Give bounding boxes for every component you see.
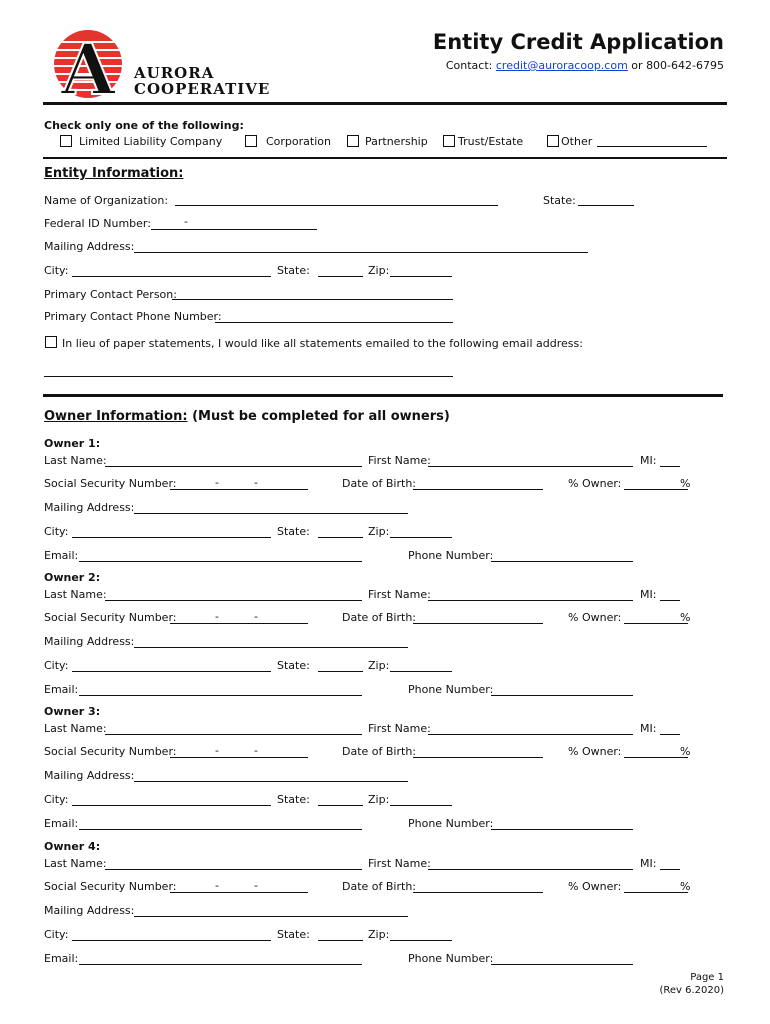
owner-2-first-name-field[interactable] bbox=[428, 600, 633, 601]
zip-label: Zip: bbox=[368, 264, 390, 277]
owner-4-last-name-label: Last Name: bbox=[44, 857, 107, 870]
owner-4-email-label: Email: bbox=[44, 952, 79, 965]
owner-4-zip-field[interactable] bbox=[390, 940, 452, 941]
option-trust-estate: Trust/Estate bbox=[458, 135, 524, 148]
owner-4-pct-owner-field[interactable] bbox=[624, 892, 688, 893]
option-llc: Limited Liability Company bbox=[79, 135, 223, 148]
owner-2-dob-label: Date of Birth: bbox=[342, 611, 417, 624]
option-corporation: Corporation bbox=[266, 135, 331, 148]
owner-1-first-name-field[interactable] bbox=[428, 466, 633, 467]
owner-3-state-field[interactable] bbox=[318, 805, 363, 806]
owner-4-state-label: State: bbox=[277, 928, 310, 941]
owner-2-first-name-label: First Name: bbox=[368, 588, 431, 601]
fedid-dash: - bbox=[184, 215, 188, 228]
entity-info-heading: Entity Information: bbox=[44, 166, 184, 181]
statement-email-field[interactable] bbox=[44, 376, 453, 377]
contact-person-field[interactable] bbox=[172, 299, 453, 300]
checkbox-other[interactable] bbox=[547, 135, 559, 147]
contact-phone-field[interactable] bbox=[215, 322, 453, 323]
owner-4-pct-sign: % bbox=[680, 880, 691, 893]
revision: (Rev 6.2020) bbox=[659, 985, 724, 996]
owner-2-phone-label: Phone Number: bbox=[408, 683, 494, 696]
option-partnership: Partnership bbox=[365, 135, 428, 148]
owner-3-state-label: State: bbox=[277, 793, 310, 806]
logo-text-line1: AURORA bbox=[134, 64, 215, 82]
owner-3-mailing-field[interactable] bbox=[134, 781, 408, 782]
owner-2-pct-sign: % bbox=[680, 611, 691, 624]
owner-4-dob-field[interactable] bbox=[413, 892, 543, 893]
owner-3-email-label: Email: bbox=[44, 817, 79, 830]
owner-3-dob-field[interactable] bbox=[413, 757, 543, 758]
owner-2-state-label: State: bbox=[277, 659, 310, 672]
owner-4-first-name-label: First Name: bbox=[368, 857, 431, 870]
owner-3-ssn-dash-1: - bbox=[215, 744, 219, 757]
owner-3-title: Owner 3: bbox=[44, 705, 101, 718]
owner-2-city-field[interactable] bbox=[72, 671, 271, 672]
owner-1-dob-label: Date of Birth: bbox=[342, 477, 417, 490]
owner-1-zip-label: Zip: bbox=[368, 525, 390, 538]
owner-3-first-name-label: First Name: bbox=[368, 722, 431, 735]
owner-1-ssn-dash-1: - bbox=[215, 476, 219, 489]
org-name-label: Name of Organization: bbox=[44, 194, 169, 207]
state2-label: State: bbox=[277, 264, 310, 277]
owner-4-phone-label: Phone Number: bbox=[408, 952, 494, 965]
owner-3-ssn-label: Social Security Number: bbox=[44, 745, 177, 758]
checkbox-trust-estate[interactable] bbox=[443, 135, 455, 147]
owner-3-first-name-field[interactable] bbox=[428, 734, 633, 735]
contact-phone: 800-642-6795 bbox=[646, 59, 724, 72]
owner-2-dob-field[interactable] bbox=[413, 623, 543, 624]
email-optin-label: In lieu of paper statements, I would like all statements emailed to the following email address: bbox=[62, 337, 583, 350]
owner-2-ssn-label: Social Security Number: bbox=[44, 611, 177, 624]
owner-2-title: Owner 2: bbox=[44, 571, 101, 584]
owner-3-mailing-label: Mailing Address: bbox=[44, 769, 135, 782]
owner-4-first-name-field[interactable] bbox=[428, 869, 633, 870]
owner-1-pct-owner-label: % Owner: bbox=[568, 477, 622, 490]
owner-2-mi-field[interactable] bbox=[660, 600, 680, 601]
aurora-logo bbox=[50, 28, 280, 100]
owner-4-title: Owner 4: bbox=[44, 840, 101, 853]
logo-text-line2: COOPERATIVE bbox=[134, 80, 271, 98]
owner-3-city-field[interactable] bbox=[72, 805, 271, 806]
owner-4-phone-field[interactable] bbox=[491, 964, 633, 965]
owner-2-email-field[interactable] bbox=[79, 695, 362, 696]
option-other: Other bbox=[561, 135, 593, 148]
owner-1-ssn-label: Social Security Number: bbox=[44, 477, 177, 490]
header-divider bbox=[43, 102, 727, 105]
mailing-label: Mailing Address: bbox=[44, 240, 135, 253]
contact-prefix: Contact: bbox=[445, 59, 493, 72]
owner-1-first-name-label: First Name: bbox=[368, 454, 431, 467]
owner-1-mi-field[interactable] bbox=[660, 466, 680, 467]
mailing-field[interactable] bbox=[134, 252, 588, 253]
owner-3-ssn-field[interactable] bbox=[170, 757, 308, 758]
zip-field[interactable] bbox=[390, 276, 452, 277]
owner-1-phone-label: Phone Number: bbox=[408, 549, 494, 562]
owner-2-email-label: Email: bbox=[44, 683, 79, 696]
owner-2-ssn-dash-1: - bbox=[215, 610, 219, 623]
owner-3-last-name-label: Last Name: bbox=[44, 722, 107, 735]
other-field[interactable] bbox=[597, 146, 707, 147]
owner-1-last-name-field[interactable] bbox=[105, 466, 362, 467]
owner-3-last-name-field[interactable] bbox=[105, 734, 362, 735]
owner-3-mi-label: MI: bbox=[640, 722, 657, 735]
owner-2-pct-owner-label: % Owner: bbox=[568, 611, 622, 624]
owner-1-state-label: State: bbox=[277, 525, 310, 538]
org-state-field[interactable] bbox=[578, 205, 634, 206]
owner-1-city-field[interactable] bbox=[72, 537, 271, 538]
owner-4-email-field[interactable] bbox=[79, 964, 362, 965]
owner-4-mi-field[interactable] bbox=[660, 869, 680, 870]
owner-1-zip-field[interactable] bbox=[390, 537, 452, 538]
owner-3-dob-label: Date of Birth: bbox=[342, 745, 417, 758]
contact-phone-label: Primary Contact Phone Number: bbox=[44, 310, 222, 323]
svg-text:A: A bbox=[60, 28, 116, 100]
owner-4-city-field[interactable] bbox=[72, 940, 271, 941]
contact-email-link[interactable]: credit@auroracoop.com bbox=[495, 59, 628, 72]
owner-2-zip-field[interactable] bbox=[390, 671, 452, 672]
owner-3-email-field[interactable] bbox=[79, 829, 362, 830]
owner-info-subtitle: (Must be completed for all owners) bbox=[192, 409, 450, 424]
owner-1-pct-sign: % bbox=[680, 477, 691, 490]
owner-3-zip-label: Zip: bbox=[368, 793, 390, 806]
owner-1-mi-label: MI: bbox=[640, 454, 657, 467]
checkbox-partnership[interactable] bbox=[347, 135, 359, 147]
owner-4-mailing-label: Mailing Address: bbox=[44, 904, 135, 917]
org-name-field[interactable] bbox=[175, 205, 498, 206]
owner-2-ssn-dash-2: - bbox=[254, 610, 258, 623]
owner-2-mi-label: MI: bbox=[640, 588, 657, 601]
owner-3-phone-field[interactable] bbox=[491, 829, 633, 830]
owner-4-ssn-label: Social Security Number: bbox=[44, 880, 177, 893]
owner-3-pct-owner-field[interactable] bbox=[624, 757, 688, 758]
owner-2-last-name-field[interactable] bbox=[105, 600, 362, 601]
entity-type-prompt: Check only one of the following: bbox=[44, 119, 244, 132]
owner-2-phone-field[interactable] bbox=[491, 695, 633, 696]
owner-1-ssn-field[interactable] bbox=[170, 489, 308, 490]
owner-4-dob-label: Date of Birth: bbox=[342, 880, 417, 893]
owner-1-state-field[interactable] bbox=[318, 537, 363, 538]
owner-4-ssn-dash-2: - bbox=[254, 879, 258, 892]
owner-info-title: Owner Information: bbox=[44, 409, 188, 424]
owner-4-mailing-field[interactable] bbox=[134, 916, 408, 917]
owner-info-heading bbox=[44, 409, 450, 424]
contact-line bbox=[446, 59, 724, 72]
owner-1-title: Owner 1: bbox=[44, 437, 101, 450]
owner-3-pct-owner-label: % Owner: bbox=[568, 745, 622, 758]
owner-3-phone-label: Phone Number: bbox=[408, 817, 494, 830]
owner-3-pct-sign: % bbox=[680, 745, 691, 758]
owner-2-zip-label: Zip: bbox=[368, 659, 390, 672]
fedid-label: Federal ID Number: bbox=[44, 217, 151, 230]
page-number: Page 1 bbox=[690, 972, 724, 983]
owner-4-zip-label: Zip: bbox=[368, 928, 390, 941]
owner-1-last-name-label: Last Name: bbox=[44, 454, 107, 467]
logo-mark-icon bbox=[50, 28, 130, 100]
owner-1-dob-field[interactable] bbox=[413, 489, 543, 490]
city-label: City: bbox=[44, 264, 69, 277]
owner-1-ssn-dash-2: - bbox=[254, 476, 258, 489]
owner-2-mailing-field[interactable] bbox=[134, 647, 408, 648]
contact-or: or bbox=[631, 59, 643, 72]
owner-3-mi-field[interactable] bbox=[660, 734, 680, 735]
page-title: Entity Credit Application bbox=[432, 30, 724, 54]
owner-2-city-label: City: bbox=[44, 659, 69, 672]
owner-1-phone-field[interactable] bbox=[491, 561, 633, 562]
owner-divider bbox=[43, 394, 723, 397]
owner-4-state-field[interactable] bbox=[318, 940, 363, 941]
entity-divider bbox=[43, 157, 727, 159]
owner-4-mi-label: MI: bbox=[640, 857, 657, 870]
owner-3-ssn-dash-2: - bbox=[254, 744, 258, 757]
owner-2-state-field[interactable] bbox=[318, 671, 363, 672]
owner-2-mailing-label: Mailing Address: bbox=[44, 635, 135, 648]
owner-3-city-label: City: bbox=[44, 793, 69, 806]
owner-2-pct-owner-field[interactable] bbox=[624, 623, 688, 624]
owner-1-mailing-field[interactable] bbox=[134, 513, 408, 514]
org-state-label: State: bbox=[543, 194, 576, 207]
owner-2-last-name-label: Last Name: bbox=[44, 588, 107, 601]
owner-1-pct-owner-field[interactable] bbox=[624, 489, 688, 490]
owner-3-zip-field[interactable] bbox=[390, 805, 452, 806]
contact-person-label: Primary Contact Person: bbox=[44, 288, 177, 301]
owner-1-city-label: City: bbox=[44, 525, 69, 538]
owner-4-ssn-dash-1: - bbox=[215, 879, 219, 892]
email-optin-checkbox[interactable] bbox=[45, 336, 57, 348]
owner-1-email-field[interactable] bbox=[79, 561, 362, 562]
state2-field[interactable] bbox=[318, 276, 363, 277]
owner-2-ssn-field[interactable] bbox=[170, 623, 308, 624]
owner-4-pct-owner-label: % Owner: bbox=[568, 880, 622, 893]
owner-4-city-label: City: bbox=[44, 928, 69, 941]
owner-1-mailing-label: Mailing Address: bbox=[44, 501, 135, 514]
fedid-field[interactable] bbox=[151, 229, 317, 230]
city-field[interactable] bbox=[72, 276, 271, 277]
checkbox-corporation[interactable] bbox=[245, 135, 257, 147]
owner-1-email-label: Email: bbox=[44, 549, 79, 562]
checkbox-llc[interactable] bbox=[60, 135, 72, 147]
owner-4-ssn-field[interactable] bbox=[170, 892, 308, 893]
owner-4-last-name-field[interactable] bbox=[105, 869, 362, 870]
